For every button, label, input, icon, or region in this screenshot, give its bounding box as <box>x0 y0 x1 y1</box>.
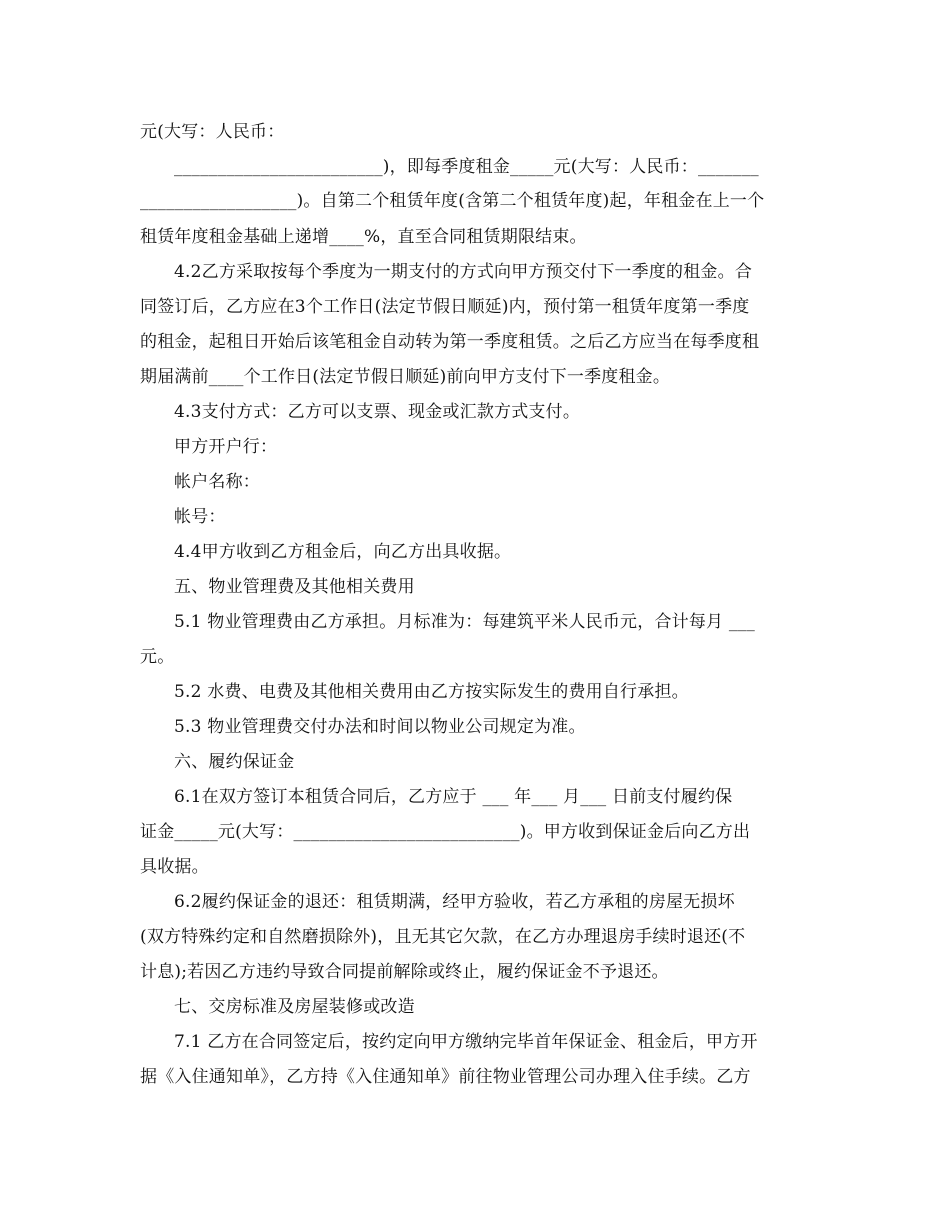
text-line: 据《入住通知单》，乙方持《入住通知单》前往物业管理公司办理入住手续。乙方 <box>140 1067 751 1087</box>
text-line: 元(大写：人民币： <box>140 122 285 142</box>
text-line: 帐户名称： <box>174 472 260 492</box>
text-line: 甲方开户行： <box>174 437 278 457</box>
text-line: 帐号： <box>174 507 226 527</box>
text-line: 元。 <box>140 647 175 667</box>
text-line: 期届满前____个工作日(法定节假日顺延)前向甲方支付下一季度租金。 <box>140 367 671 387</box>
text-line: 4.2乙方采取按每个季度为一期支付的方式向甲方预交付下一季度的租金。合 <box>174 262 753 282</box>
text-line: 5.1 物业管理费由乙方承担。月标准为：每建筑平米人民币元，合计每月 ___ <box>174 612 755 632</box>
text-line: 6.1在双方签订本租赁合同后，乙方应于 ___ 年___ 月___ 日前支付履约保 <box>174 787 733 807</box>
section-heading: 六、履约保证金 <box>174 752 295 772</box>
text-line: 证金_____元(大写：__________________________)。甲方收到保证金后向乙方出 <box>140 822 751 842</box>
text-line: 计息);若因乙方违约导致合同提前解除或终止，履约保证金不予退还。 <box>140 962 669 982</box>
text-line: 的租金，起租日开始后该笔租金自动转为第一季度租赁。之后乙方应当在每季度租 <box>140 332 760 352</box>
text-line: 5.3 物业管理费交付办法和时间以物业公司规定为准。 <box>174 717 586 737</box>
text-line: __________________)。自第二个租赁年度(含第二个租赁年度)起，年租金在上一个 <box>140 191 765 211</box>
text-line: ________________________)，即每季度租金_____元(大写：人民币：_______ <box>174 157 759 177</box>
text-line: 5.2 水费、电费及其他相关费用由乙方按实际发生的费用自行承担。 <box>174 682 689 702</box>
text-line: 4.4甲方收到乙方租金后，向乙方出具收据。 <box>174 542 512 562</box>
text-line: 6.2履约保证金的退还：租赁期满，经甲方验收，若乙方承租的房屋无损坏 <box>174 892 735 912</box>
text-line: 同签订后，乙方应在3个工作日(法定节假日顺延)内，预付第一租赁年度第一季度 <box>140 297 750 317</box>
text-line: (双方特殊约定和自然磨损除外)，且无其它欠款，在乙方办理退房手续时退还(不 <box>140 927 746 947</box>
section-heading: 五、物业管理费及其他相关费用 <box>174 577 415 597</box>
text-line: 4.3支付方式：乙方可以支票、现金或汇款方式支付。 <box>174 402 581 422</box>
text-line: 具收据。 <box>140 857 209 877</box>
section-heading: 七、交房标准及房屋装修或改造 <box>174 997 415 1017</box>
text-line: 7.1 乙方在合同签定后，按约定向甲方缴纳完毕首年保证金、租金后，甲方开 <box>174 1032 758 1052</box>
text-line: 租赁年度租金基础上递增____%，直至合同租赁期限结束。 <box>140 227 587 247</box>
